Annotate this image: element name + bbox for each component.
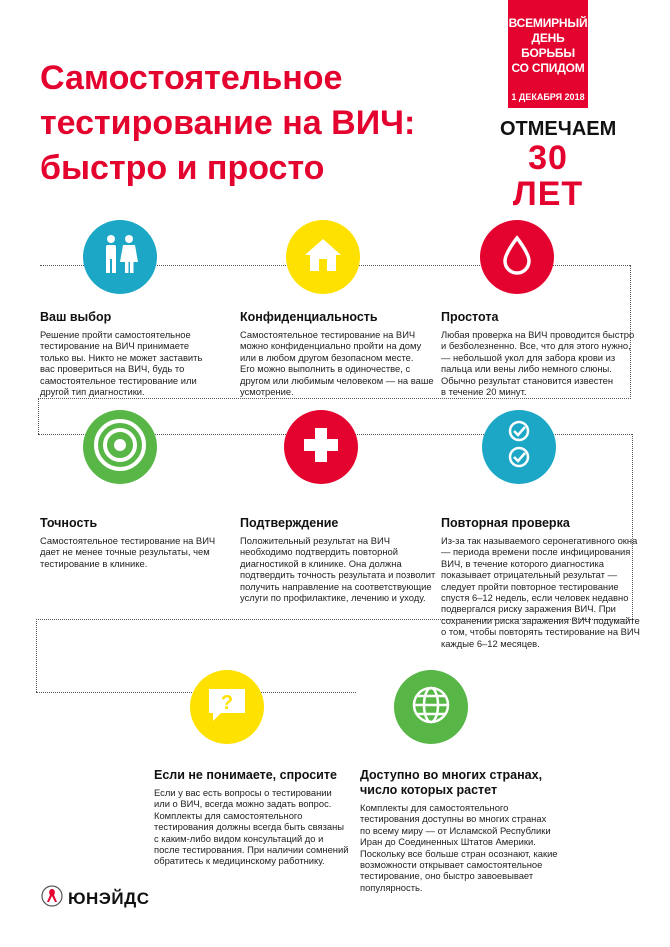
text-line: усмотрение. (240, 386, 294, 398)
badge-line-1: ВСЕМИРНЫЙ (508, 16, 588, 30)
text-line: необходимо подтвердить повторной (240, 546, 398, 558)
anniversary-label (500, 118, 617, 213)
title-line-2: тестирование на ВИЧ: (40, 104, 416, 142)
medical-cross-icon (301, 425, 341, 470)
item-6-text (441, 535, 646, 649)
item-5-icon-circle (284, 410, 358, 484)
item-3-heading: Простота (441, 310, 499, 324)
text-line: подвергался риску заражения ВИЧ. При (441, 603, 616, 615)
item-5-heading: Подтверждение (240, 516, 339, 530)
item-1-text (40, 329, 230, 397)
item-4 (40, 516, 230, 569)
text-line: диагностикой в клинике. Она должна (240, 557, 402, 569)
item-2-text (240, 329, 435, 397)
text-line: Самостоятельное тестирование на ВИЧ (240, 329, 416, 340)
text-line: возможности открывает самостоятельное (360, 859, 543, 871)
world-aids-day-badge (508, 0, 588, 108)
text-line: Поскольку все больше стран осознают, какие (360, 847, 558, 859)
page-title (40, 56, 480, 191)
text-line: Решение пройти самостоятельное (40, 329, 191, 340)
item-3-icon-circle (480, 220, 554, 294)
text-line: показывает отрицательный результат — (441, 569, 617, 581)
text-line: с каким-либо видом консультаций до и (154, 832, 324, 844)
text-line: о том, чтобы повторять тестирование на ВИЧ (441, 626, 640, 638)
text-line: получить направление на соответствующие (240, 580, 432, 592)
people-icon (98, 233, 142, 282)
text-line: тестирования должны всегда быть связаны (154, 821, 344, 833)
text-line: — небольшой укол для забора крови из (441, 351, 616, 363)
badge-date: 1 ДЕКАБРЯ 2018 (511, 92, 585, 102)
dotted-path-8 (36, 619, 37, 692)
text-line: Самостоятельное тестирование на ВИЧ (40, 535, 216, 546)
text-line: Из-за так называемого серонегативного окна (441, 535, 638, 546)
text-line: Его можно выполнить в одиночестве, с (240, 363, 411, 375)
item-4-icon-circle (83, 410, 157, 484)
item-4-heading: Точность (40, 516, 98, 530)
text-line: Комплекты для самостоятельного (360, 802, 509, 813)
text-line: подтвердить точность результата и позволит (240, 569, 436, 581)
text-line: тестирование в клинике. (40, 557, 148, 569)
item-3 (441, 310, 641, 397)
svg-text:?: ? (220, 691, 234, 714)
text-line: Любая проверка на ВИЧ проводится быстро (441, 329, 635, 340)
globe-icon (409, 683, 453, 732)
house-icon (303, 235, 343, 280)
badge-line-2: ДЕНЬ БОРЬБЫ (521, 31, 575, 60)
text-line: самостоятельное тестирование или (40, 374, 197, 386)
text-line: Если у вас есть вопросы о тестировании (154, 787, 332, 798)
text-line: Комплекты для самостоятельного (154, 809, 303, 821)
title-line-1: Самостоятельное (40, 59, 343, 97)
item-2-heading: Конфиденциальность (240, 310, 378, 324)
text-line: и безболезненно. Все, что для этого нужно, (441, 340, 631, 352)
text-line: — периода времени после инфицирования (441, 546, 631, 558)
text-line: только вы. Никто не может заставить (40, 351, 203, 363)
item-7-icon-circle (190, 670, 264, 744)
unaids-logo (40, 884, 150, 913)
text-line: вас провериться на ВИЧ, будь то (40, 363, 185, 375)
text-line: каждые 6–12 месяцев. (441, 637, 540, 649)
item-1-icon-circle (83, 220, 157, 294)
item-2-icon-circle (286, 220, 360, 294)
text-line: сохранении риска заражения ВИЧ подумайте (441, 614, 640, 626)
text-line: или в любом другом безопасном месте. (240, 351, 414, 363)
text-line: услуги по профилактике, лечению и уходу. (240, 592, 426, 604)
text-line: в течение 20 минут. (441, 386, 527, 398)
text-line: дает не менее точные результаты, чем (40, 546, 210, 558)
text-line: популярность. (360, 881, 423, 893)
item-8-icon-circle (394, 670, 468, 744)
dotted-path-4 (38, 398, 39, 434)
years-text: 30 ЛЕТ (512, 139, 584, 213)
item-5-text (240, 535, 440, 603)
text-line: другой тип диагностики. (40, 386, 145, 398)
text-line: другом или любимым человеком — на ваше (240, 374, 434, 386)
text-line: обратитесь к медицинскому работнику. (154, 855, 325, 867)
item-8-heading-2: число которых растет (360, 783, 498, 797)
text-line: Обычно результат становится известен (441, 374, 614, 386)
text-line: Иран до Соединенных Штатов Америки. (360, 836, 536, 848)
badge-line-3: СО СПИДОМ (511, 61, 585, 75)
item-6-heading: Повторная проверка (441, 516, 570, 530)
item-7 (154, 768, 354, 867)
dotted-path-3 (38, 398, 631, 399)
item-8-heading: Доступно во многих странах, (360, 768, 543, 782)
text-line: Положительный результат на ВИЧ (240, 535, 390, 546)
item-3-text (441, 329, 641, 397)
item-1 (40, 310, 230, 397)
text-line: пальца или вены либо немного слюны. (441, 363, 612, 375)
logo-text: ЮНЭЙДС (68, 888, 150, 908)
item-7-heading: Если не понимаете, спросите (154, 768, 337, 782)
text-line: тестирование на ВИЧ принимаете (40, 340, 190, 352)
text-line: тестирование, оно быстро завоевывает (360, 870, 534, 882)
text-line: по всему миру — от Исламской Республики (360, 824, 551, 836)
title-line-3: быстро и просто (40, 149, 325, 187)
celebrate-text: ОТМЕЧАЕМ (500, 118, 617, 140)
text-line: ВИЧ, в течение которого диагностика (441, 557, 605, 569)
target-icon (90, 415, 150, 480)
item-8-text (360, 802, 570, 893)
item-4-text (40, 535, 230, 569)
red-ribbon-icon (40, 884, 64, 913)
item-7-text (154, 787, 354, 867)
blood-drop-icon (500, 235, 534, 280)
text-line: спустя 6–12 недель, если человек недавно (441, 592, 629, 604)
item-2 (240, 310, 435, 397)
text-line: тестирования доступны во многих странах (360, 813, 547, 825)
item-8 (360, 768, 570, 893)
text-line: можно конфиденциально пройти на дому (240, 340, 422, 352)
item-1-heading: Ваш выбор (40, 310, 112, 324)
text-line: или о ВИЧ, всегда можно задать вопрос. (154, 798, 332, 810)
text-line: следует пройти повторное тестирование (441, 580, 619, 592)
item-6 (441, 516, 646, 649)
double-check-icon (499, 419, 539, 476)
text-line: после тестирования. При наличии сомнений (154, 844, 349, 856)
item-6-icon-circle (482, 410, 556, 484)
item-5 (240, 516, 440, 603)
question-bubble-icon (205, 685, 249, 730)
